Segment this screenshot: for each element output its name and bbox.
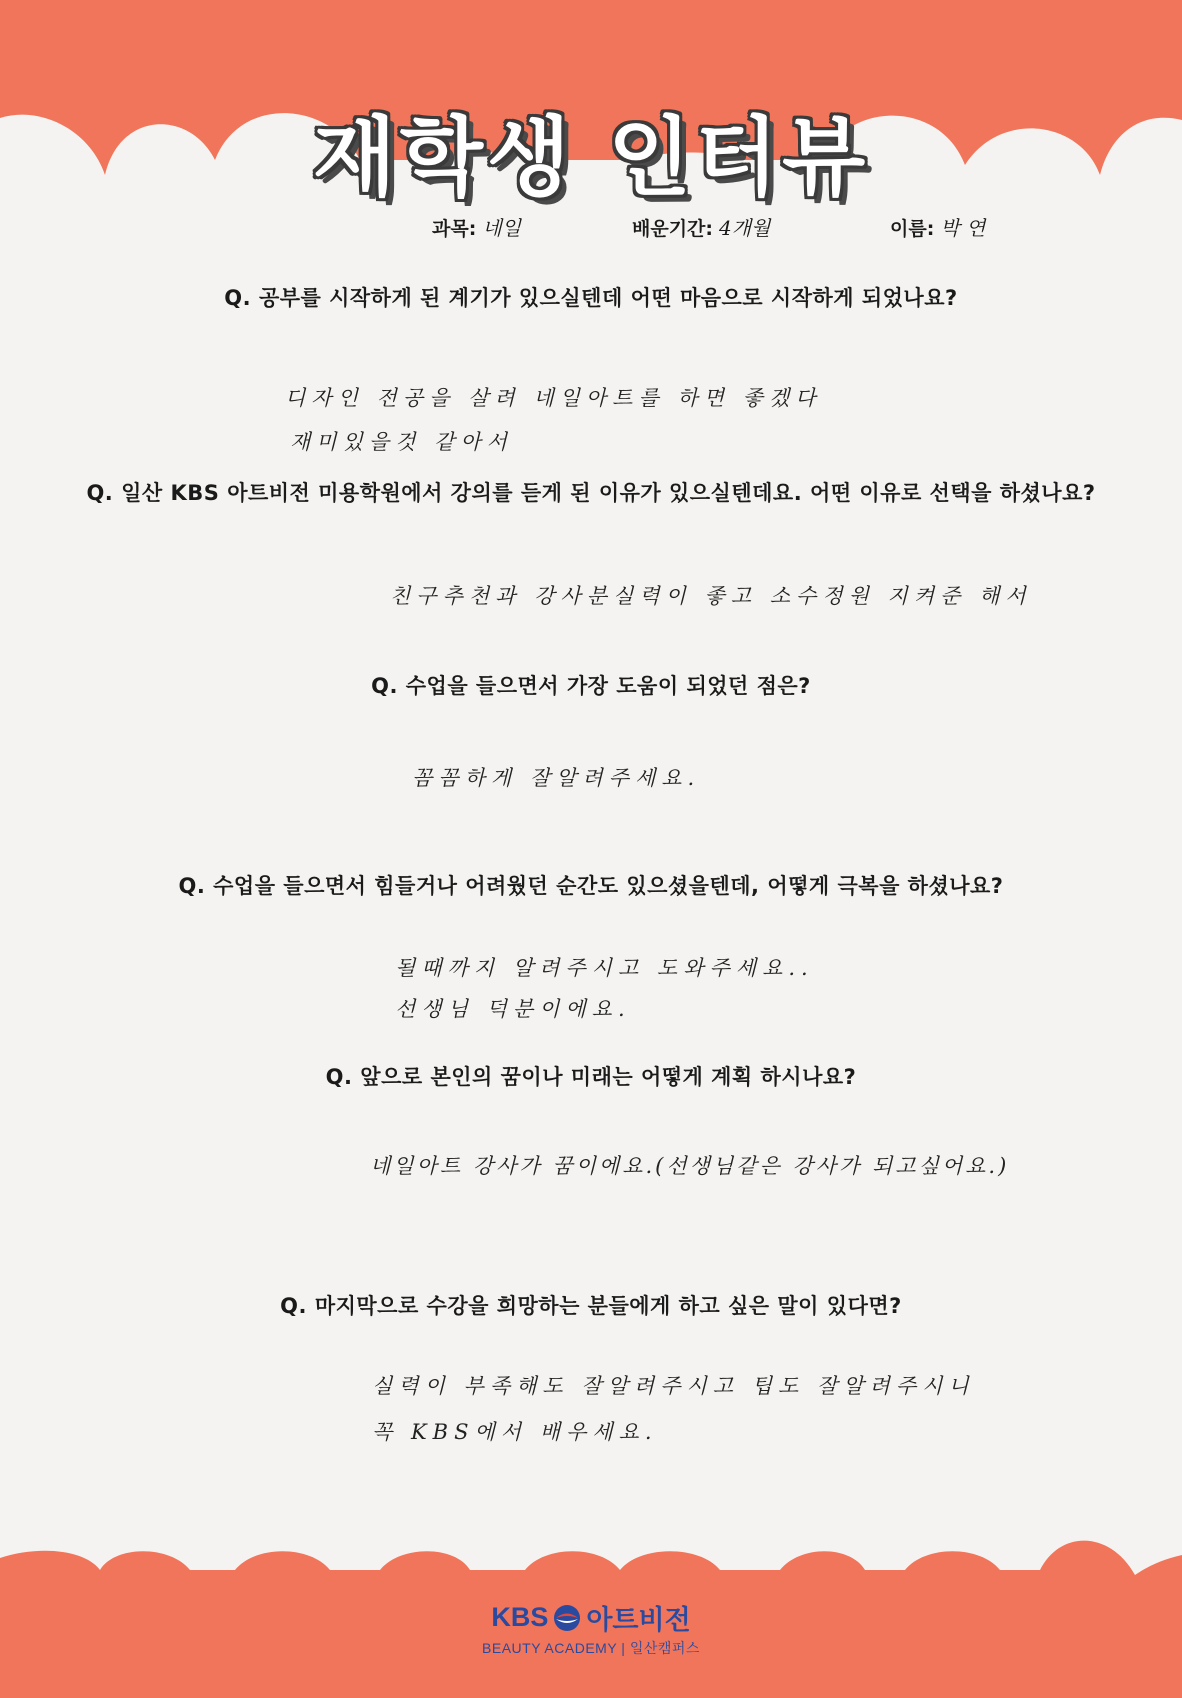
answer-3-line-1: 꼼꼼하게 잘알려주세요. [412, 766, 701, 790]
answer-4-line-2: 선생님 덕분이에요. [395, 997, 631, 1021]
logo-subtitle: BEAUTY ACADEMY | 일산캠퍼스 [482, 1640, 700, 1656]
answer-1-line-2: 재미있을것 같아서 [290, 430, 513, 454]
answer-5-line-1: 네일아트 강사가 꿈이에요.(선생님같은 강사가 되고싶어요.) [370, 1154, 1010, 1178]
kbs-emblem-icon [552, 1603, 582, 1633]
answer-6-line-2: 꼭 KBS에서 배우세요. [372, 1420, 658, 1444]
brand-logo [491, 1598, 690, 1637]
answer-6-line-1: 실력이 부족해도 잘알려주시고 팁도 잘알려주시니 [372, 1374, 975, 1398]
question-4: Q. 수업을 들으면서 힘들거나 어려웠던 순간도 있으셨을텐데, 어떻게 극복을 하셨나요? [178, 874, 1004, 898]
page-title: 재학생 인터뷰 [312, 108, 870, 208]
answer-4-line-1: 될때까지 알려주시고 도와주세요.. [395, 956, 814, 980]
question-3: Q. 수업을 들으면서 가장 도움이 되었던 점은? [371, 674, 811, 698]
question-2: Q. 일산 KBS 아트비전 미용학원에서 강의를 듣게 된 이유가 있으실텐데요. 어떤 이유로 선택을 하셨나요? [86, 481, 1096, 505]
period-label: 배운기간: [632, 218, 714, 240]
footer-logo [0, 1598, 1182, 1658]
question-5: Q. 앞으로 본인의 꿈이나 미래는 어떻게 계획 하시나요? [325, 1065, 857, 1089]
logo-text-right: 아트비전 [586, 1605, 691, 1635]
subject-value: 네일 [482, 216, 521, 240]
question-1: Q. 공부를 시작하게 된 계기가 있으실텐데 어떤 마음으로 시작하게 되었나요? [224, 286, 958, 310]
question-6: Q. 마지막으로 수강을 희망하는 분들에게 하고 싶은 말이 있다면? [280, 1294, 902, 1318]
period-value: 4개월 [719, 216, 771, 240]
period-field [632, 212, 770, 241]
subject-label: 과목: [432, 218, 477, 240]
name-value: 박 연 [940, 216, 986, 240]
subject-field [432, 212, 521, 241]
name-field [890, 212, 985, 241]
answer-2-line-1: 친구추천과 강사분실력이 좋고 소수정원 지켜준 해서 [390, 584, 1032, 608]
answer-1-line-1: 디자인 전공을 살려 네일아트를 하면 좋겠다 [285, 386, 822, 410]
name-label: 이름: [890, 218, 935, 240]
logo-text-left: KBS [491, 1602, 549, 1632]
